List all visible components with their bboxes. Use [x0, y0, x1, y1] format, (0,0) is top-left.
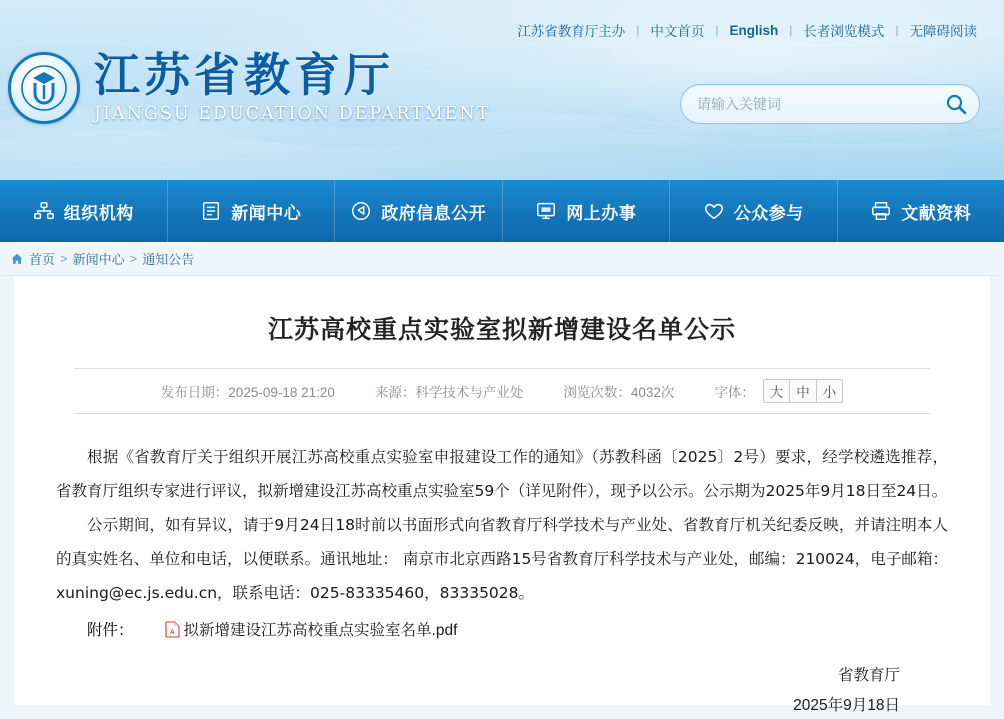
breadcrumb-item-news[interactable]: 新闻中心: [72, 252, 125, 267]
nav-item-news[interactable]: [168, 180, 336, 242]
org-chart-icon: [33, 200, 55, 222]
meta-source-label: 来源：: [374, 385, 416, 400]
breadcrumb-item-home[interactable]: 首页: [29, 252, 56, 267]
article-paragraph-1: 根据《省教育厅关于组织开展江苏高校重点实验室申报建设工作的通知》（苏教科函〔2025〕2号）要求，经学校遴选推荐，省教育厅组织专家进行评议，拟新增建设江苏高校重点实验室59个（详见附件），现予以公示。公示期为2025年9月18日至24日。: [56, 448, 948, 500]
top-link-separator: |: [789, 23, 793, 37]
fontsize-switcher[interactable]: [763, 379, 844, 403]
attachment-label: 附件：: [87, 622, 134, 639]
heart-icon: [703, 200, 725, 222]
top-link-separator: |: [715, 23, 719, 37]
article-signature: [56, 661, 948, 719]
search-button[interactable]: [933, 85, 979, 123]
nav-item-label: 组织机构: [63, 203, 134, 223]
top-link-2[interactable]: English: [729, 22, 779, 38]
top-link-1[interactable]: 中文首页: [650, 24, 705, 39]
nav-item-documents[interactable]: [838, 180, 1004, 242]
article-paragraph-2: 公示期间，如有异议，请于9月24日18时前以书面形式向省教育厅科学技术与产业处、省教育厅机关纪委反映，并请注明本人的真实姓名、单位和电话，以便联系。通讯地址： 南京市北京西路15号省教育厅科学技术与产业处，邮编：210024，电子邮箱：xuning@ec.js.edu.cn，联系电话：025-83335460，83335028。: [56, 516, 948, 602]
svg-text:A: A: [169, 629, 175, 636]
meta-views: [563, 381, 674, 401]
nav-item-label: 网上办事: [566, 203, 637, 223]
nav-item-label: 文献资料: [901, 203, 972, 223]
nav-item-label: 政府信息公开: [381, 203, 487, 223]
meta-divider-bottom: [74, 413, 930, 414]
nav-item-organization[interactable]: [0, 180, 168, 242]
site-logo[interactable]: [8, 48, 491, 125]
site-header: [0, 0, 1004, 180]
education-emblem-icon: [8, 52, 80, 124]
breadcrumb-separator: >: [60, 251, 68, 266]
attachment-row: [56, 614, 948, 651]
attachment-link[interactable]: 拟新增建设江苏高校重点实验室名单.pdf: [183, 622, 458, 639]
logo-title-cn: 江苏省教育厅: [94, 48, 394, 103]
page-body: [0, 276, 1004, 719]
breadcrumb: [0, 242, 1004, 276]
meta-date-value: 2025-09-18 21:20: [228, 385, 335, 400]
meta-views-label: 浏览次数：: [563, 385, 631, 400]
search-icon: [944, 92, 968, 116]
home-icon: [10, 252, 24, 266]
signature-org: 省教育厅: [837, 667, 900, 684]
logo-title-en: JIANGSU EDUCATION DEPARTMENT: [94, 104, 491, 125]
meta-date-label: 发布日期：: [160, 385, 229, 400]
top-link-bar: [506, 20, 988, 40]
breadcrumb-separator: >: [129, 251, 138, 266]
article-card: [14, 276, 990, 714]
monitor-icon: [535, 200, 557, 222]
search-input[interactable]: [681, 85, 933, 123]
nav-item-public-participation[interactable]: [670, 180, 838, 242]
top-link-0[interactable]: 江苏省教育厅主办: [517, 24, 626, 39]
page-title: 江苏高校重点实验室拟新增建设名单公示: [267, 315, 736, 344]
meta-fontsize-label: 字体：: [714, 385, 755, 400]
meta-views-value: 4032次: [630, 385, 675, 400]
main-navigation: [0, 180, 1004, 242]
signature-date: 2025年9月18日: [793, 697, 900, 714]
breadcrumb-item-notice[interactable]: 通知公告: [142, 252, 195, 267]
nav-item-online-service[interactable]: [503, 180, 671, 242]
meta-source-value: 科学技术与产业处: [415, 385, 524, 400]
news-icon: [200, 200, 222, 222]
pdf-icon: [134, 617, 180, 651]
top-link-3[interactable]: 长者浏览模式: [803, 24, 885, 39]
top-link-separator: |: [636, 23, 640, 37]
meta-publish-date: [161, 381, 335, 401]
meta-fontsize: [714, 379, 843, 403]
top-link-4[interactable]: 无障碍阅读: [909, 24, 977, 39]
top-link-separator: |: [895, 23, 899, 37]
article-body: [56, 440, 948, 610]
meta-source: [375, 381, 524, 401]
search-box[interactable]: [680, 84, 980, 124]
article-meta: [56, 369, 948, 413]
fontsize-medium-button[interactable]: 中: [790, 380, 817, 402]
nav-item-government-info[interactable]: [335, 180, 503, 242]
printer-icon: [870, 200, 892, 222]
nav-item-label: 公众参与: [733, 203, 804, 223]
fontsize-large-button[interactable]: 大: [764, 380, 791, 402]
fontsize-small-button[interactable]: 小: [817, 380, 843, 402]
megaphone-icon: [350, 200, 372, 222]
nav-item-label: 新闻中心: [231, 203, 302, 223]
